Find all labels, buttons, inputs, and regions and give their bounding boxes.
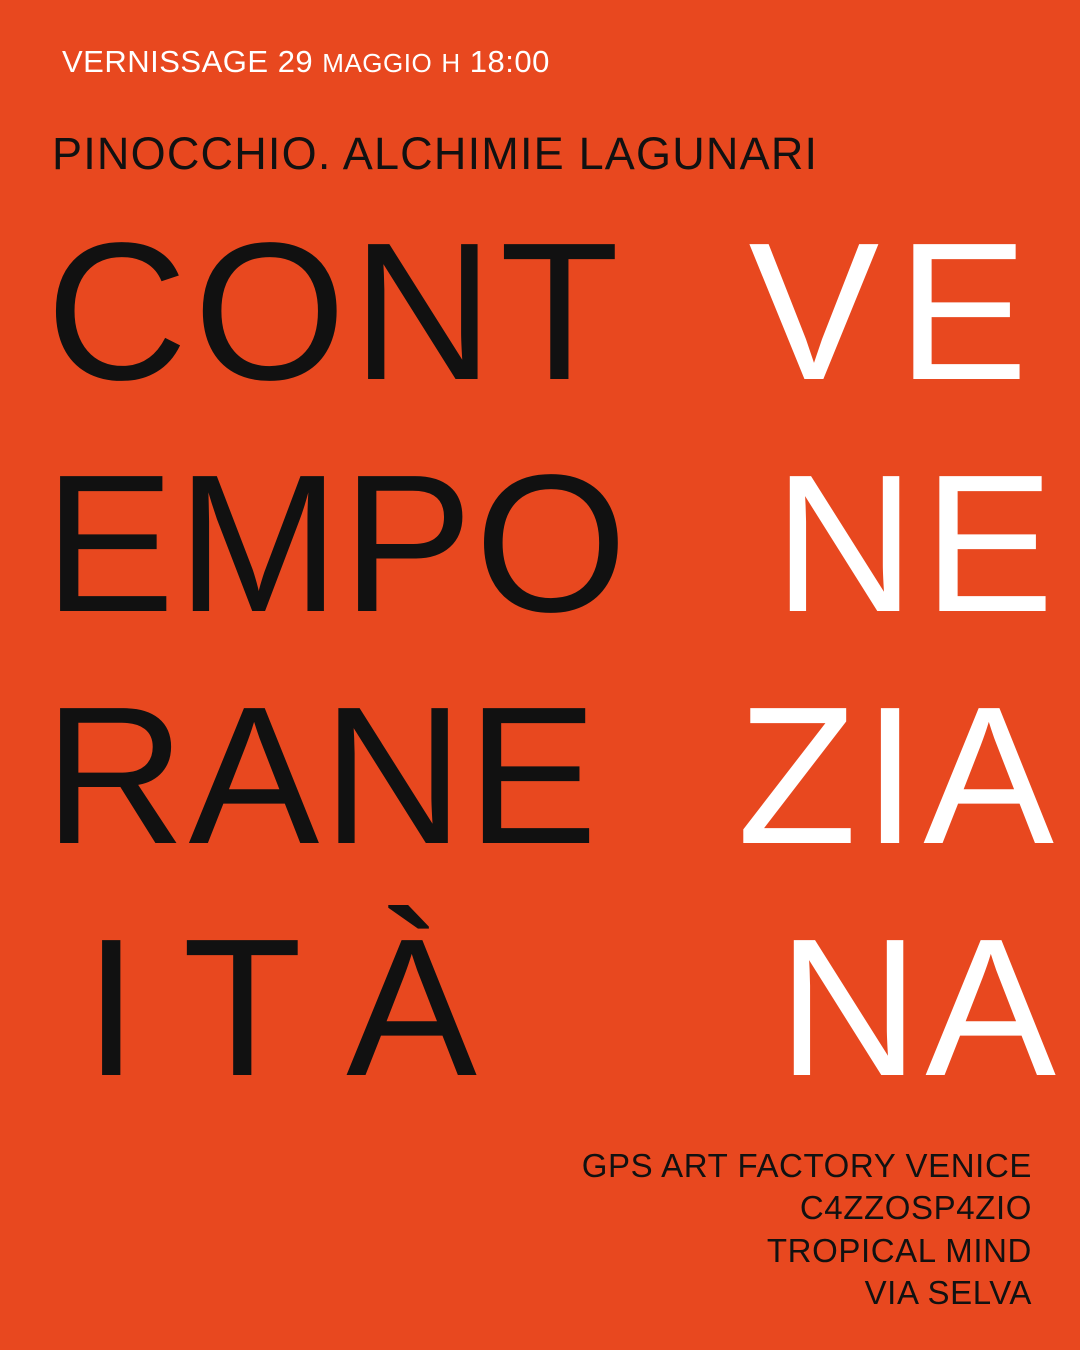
headline-dark-segment: CONT — [46, 202, 626, 421]
headline-row — [0, 428, 1080, 660]
headline-row — [0, 660, 1080, 892]
vernissage-day: 29 — [277, 44, 314, 79]
headline-block — [0, 196, 1080, 1126]
credits-block — [582, 1145, 1032, 1314]
vernissage-hour-label: H — [441, 48, 461, 78]
headline-light-segment: VE — [748, 202, 1046, 421]
vernissage-label: VERNISSAGE — [62, 44, 269, 79]
headline-dark-segment: EMPO — [44, 434, 630, 653]
credit-line: TROPICAL MIND — [766, 1231, 1032, 1269]
credit-line: C4ZZOSP4ZIO — [799, 1189, 1032, 1227]
credit-line: VIA SELVA — [864, 1273, 1032, 1311]
headline-row — [0, 196, 1080, 428]
exhibition-subtitle: PINOCCHIO. ALCHIMIE LAGUNARI — [52, 128, 819, 179]
headline-dark-segment: RANE — [44, 666, 601, 885]
vernissage-time: 18:00 — [469, 44, 550, 79]
credit-line: GPS ART FACTORY VENICE — [581, 1147, 1032, 1185]
vernissage-line — [62, 44, 550, 80]
headline-light-segment: NE — [773, 434, 1062, 653]
headline-light-segment: NA — [777, 898, 1062, 1117]
headline-light-segment: ZIA — [737, 666, 1060, 885]
headline-row — [0, 892, 1080, 1124]
headline-dark-segment: ITÀ — [84, 898, 521, 1117]
vernissage-month: MAGGIO — [322, 48, 433, 78]
